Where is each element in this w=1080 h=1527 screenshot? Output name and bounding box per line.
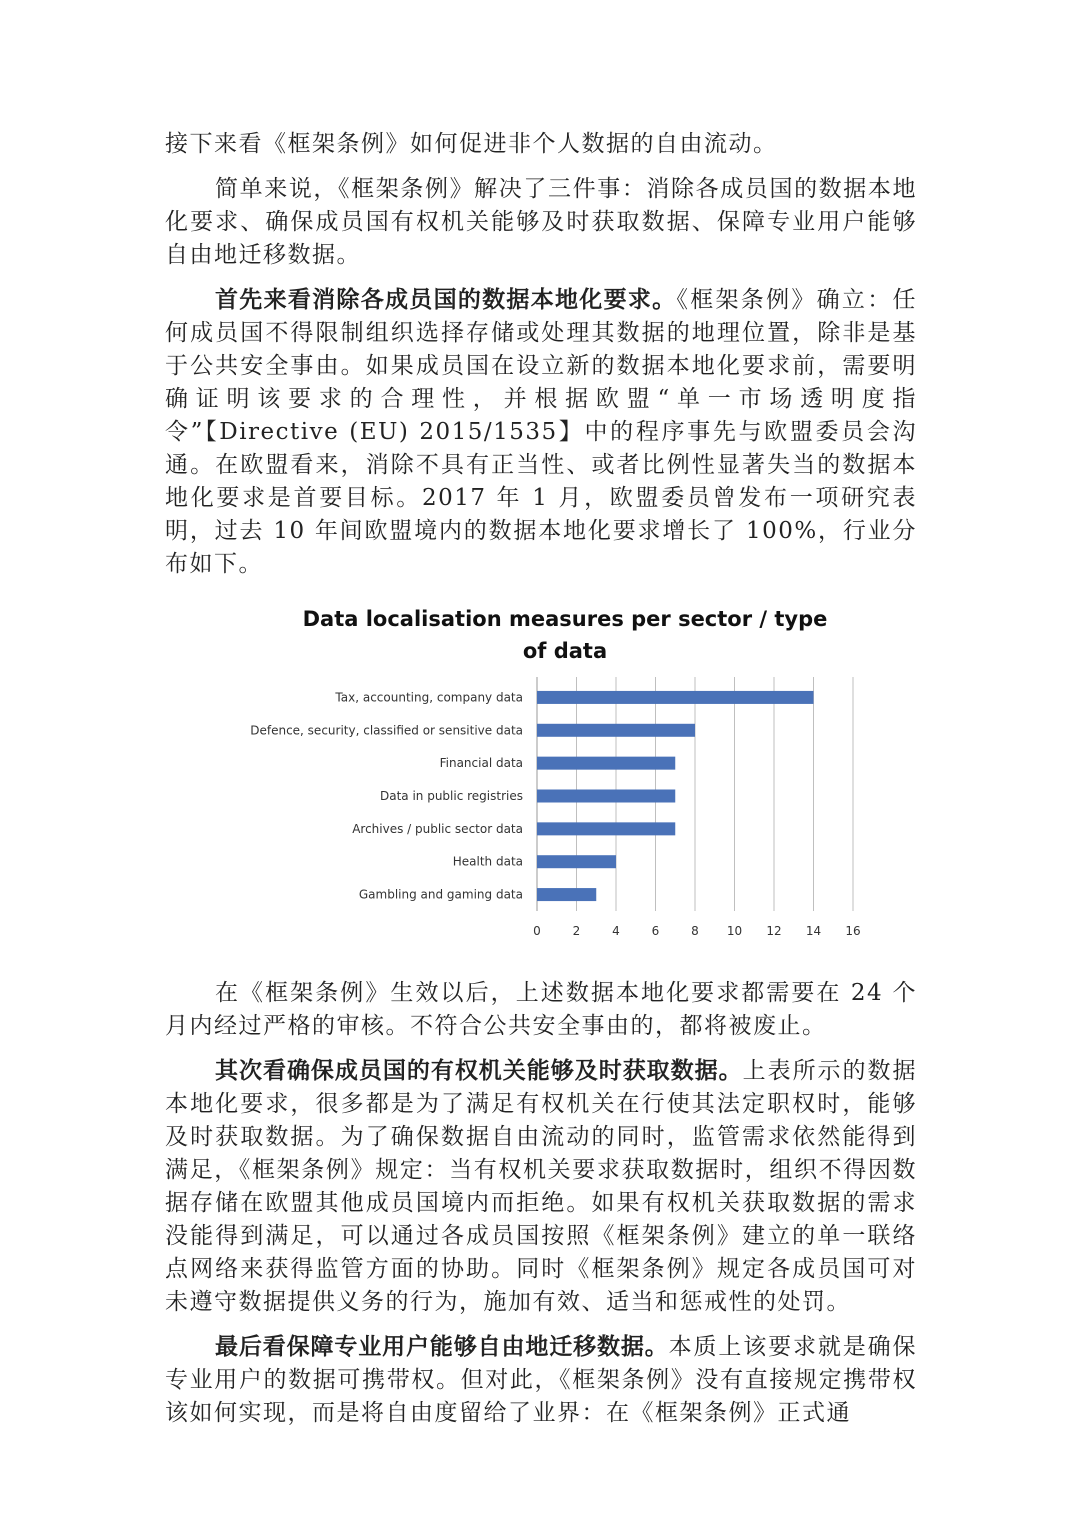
chart-title-line2: of data xyxy=(522,639,608,663)
category-label: Financial data xyxy=(439,756,523,771)
bar xyxy=(537,822,675,835)
document-page xyxy=(165,128,917,1442)
paragraph-access xyxy=(165,1055,917,1319)
heading-localisation: 首先来看消除各成员国的数据本地化要求。 xyxy=(215,287,677,313)
x-tick-label: 4 xyxy=(612,924,620,938)
bar xyxy=(537,888,596,901)
x-tick-label: 10 xyxy=(726,924,743,938)
bar xyxy=(537,757,675,770)
bar xyxy=(537,724,695,737)
bar xyxy=(537,691,814,704)
chart-container xyxy=(165,593,917,963)
bar xyxy=(537,790,675,803)
category-label: Archives / public sector data xyxy=(352,821,523,836)
category-label: Data in public registries xyxy=(379,789,523,803)
x-tick-label: 2 xyxy=(572,924,581,938)
category-label: Tax, accounting, company data xyxy=(335,690,523,705)
category-label: Defence, security, classified or sensitive data xyxy=(250,723,523,738)
category-label: Gambling and gaming data xyxy=(358,887,523,902)
paragraph-localisation-body: 《框架条例》确立：任何成员国不得限制组织选择存储或处理其数据的地理位置，除非是基于公共安全事由。如果成员国在设立新的数据本地化要求前，需要明确证明该要求的合理性，并根据欧盟“单一市场透明度指令”【Directive (EU) 2015/1535】中的程序事先与欧盟委员会沟通。在欧盟看来，消除不具有正当性、或者比例性显著失当的数据本地化要求是首要目标。2017 年 1 月，欧盟委员曾发布一项研究表明，过去 10 年间欧盟境内的数据本地化要求增长了 100%，行业分布如下。 xyxy=(165,287,918,577)
paragraph-portability-body: 本质上该要求就是确保专业用户的数据可携带权。但对此，《框架条例》没有直接规定携带权该如何实现，而是将自由度留给了业界：在《框架条例》正式通 xyxy=(165,1334,917,1426)
category-label: Health data xyxy=(452,854,523,869)
paragraph-portability xyxy=(165,1331,917,1430)
x-tick-label: 14 xyxy=(805,924,822,938)
x-tick-label: 12 xyxy=(766,924,782,938)
x-tick-label: 8 xyxy=(691,924,699,938)
x-tick-label: 6 xyxy=(651,924,660,938)
x-tick-label: 0 xyxy=(533,924,541,938)
bar-chart xyxy=(165,593,917,963)
chart-title-line1: Data localisation measures per sector / type xyxy=(302,607,828,631)
paragraph-summary: 简单来说，《框架条例》解决了三件事：消除各成员国的数据本地化要求、确保成员国有权机关能够及时获取数据、保障专业用户能够自由地迁移数据。 xyxy=(165,176,917,268)
x-tick-label: 16 xyxy=(845,924,861,938)
bar xyxy=(537,855,616,868)
paragraph-review: 在《框架条例》生效以后，上述数据本地化要求都需要在 24 个月内经过严格的审核。不符合公共安全事由的，都将被废止。 xyxy=(165,980,917,1039)
paragraph-localisation xyxy=(165,284,917,581)
paragraph-access-body: 上表所示的数据本地化要求，很多都是为了满足有权机关在行使其法定职权时，能够及时获取数据。为了确保数据自由流动的同时，监管需求依然能得到满足，《框架条例》规定：当有权机关要求获取数据时，组织不得因数据存储在欧盟其他成员国境内而拒绝。如果有权机关获取数据的需求没能得到满足，可以通过各成员国按照《框架条例》建立的单一联络点网络来获得监管方面的协助。同时《框架条例》规定各成员国可对未遵守数据提供义务的行为，施加有效、适当和惩戒性的处罚。 xyxy=(165,1058,918,1315)
heading-portability: 最后看保障专业用户能够自由地迁移数据。 xyxy=(215,1334,669,1360)
heading-access: 其次看确保成员国的有权机关能够及时获取数据。 xyxy=(215,1058,743,1084)
paragraph-intro: 接下来看《框架条例》如何促进非个人数据的自由流动。 xyxy=(165,131,778,157)
